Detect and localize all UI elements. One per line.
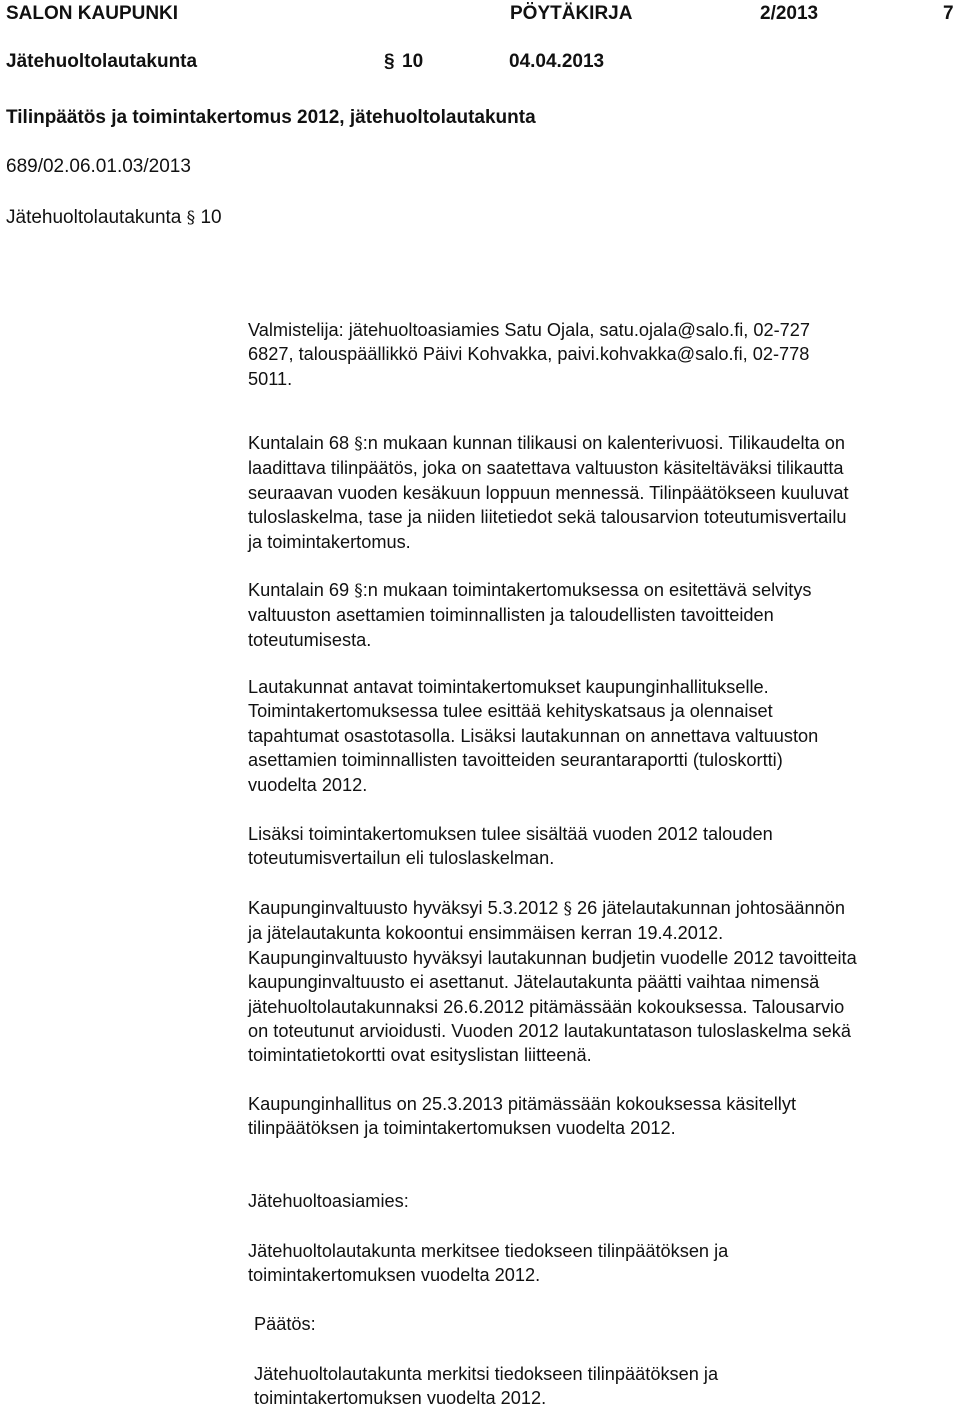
paragraph-line: Jätehuoltolautakunta merkitsi tiedokseen tilinpäätöksen ja: [254, 1364, 719, 1384]
paragraph-line: Kaupunginvaltuusto hyväksyi lautakunnan budjetin vuodelle 2012 tavoitteita: [248, 947, 857, 968]
item-title: Tilinpäätös ja toimintakertomus 2012, jätehuoltolautakunta: [6, 107, 536, 128]
document-number: 2/2013: [760, 3, 819, 24]
paragraph-line: toteutumisvertailun eli tuloslaskelman.: [248, 848, 555, 869]
paragraph-line: ja jätelautakunta kokoontui ensimmäisen kerran 19.4.2012.: [248, 923, 724, 944]
section-symbol: §: [354, 581, 363, 601]
decision-text: [254, 1362, 960, 1411]
municipal-act-68-paragraph: [248, 431, 960, 554]
boards-report-paragraph: [248, 675, 960, 797]
paragraph-line: seuraavan vuoden kesäkuun loppuun mennessä. Tilinpäätökseen kuuluvat: [248, 482, 849, 503]
board-section-number: 10: [200, 207, 222, 228]
paragraph-line: toteutumisesta.: [248, 629, 372, 650]
board-section: [6, 206, 222, 230]
proposal-label: Jätehuoltoasiamies:: [248, 1191, 409, 1211]
paragraph-line: tuloslaskelma, tase ja niiden liitetiedot sekä talousarvion toteutumisvertailu: [248, 507, 847, 528]
decision-label: Päätös:: [254, 1314, 316, 1334]
paragraph-line: valtuuston asettamien toiminnallisten ja taloudellisten tavoitteiden: [248, 605, 774, 626]
paragraph-line: asettamien toiminnallisten tavoitteiden seurantaraportti (tuloskortti): [248, 750, 783, 771]
council-approval-paragraph: [248, 896, 960, 1068]
paragraph-line: Lisäksi toimintakertomuksen tulee sisältää vuoden 2012 talouden: [248, 824, 773, 844]
city-board-paragraph: [248, 1092, 960, 1141]
section-symbol: §: [563, 899, 572, 919]
organization-name: SALON KAUPUNKI: [6, 3, 179, 24]
paragraph-line: tapahtumat osastotasolla. Lisäksi lautakunnan on annettava valtuuston: [248, 725, 819, 746]
board-section-name: Jätehuoltolautakunta: [6, 207, 182, 228]
meeting-date: 04.04.2013: [509, 51, 605, 72]
section-number: 10: [402, 51, 424, 72]
paragraph-line: toimintakertomuksen vuodelta 2012.: [254, 1388, 547, 1409]
paragraph-line: Kaupunginvaltuusto hyväksyi 5.3.2012 § 26 jätelautakunnan johtosäännön: [248, 898, 846, 919]
proposal-text: [248, 1239, 960, 1288]
municipal-act-69-paragraph: [248, 578, 960, 652]
board-name: Jätehuoltolautakunta: [6, 51, 198, 72]
paragraph-line: ja toimintakertomus.: [248, 531, 411, 552]
paragraph-line: toimintakertomuksen vuodelta 2012.: [248, 1265, 541, 1286]
paragraph-line: vuodelta 2012.: [248, 774, 368, 795]
paragraph-line: Kuntalain 68 §:n mukaan kunnan tilikausi on kalenterivuosi. Tilikaudelta on: [248, 433, 845, 454]
paragraph-line: on toteutunut arvioidusti. Vuoden 2012 lautakuntatason tuloslaskelma sekä: [248, 1021, 851, 1042]
additional-content-paragraph: [248, 822, 960, 871]
paragraph-line: laadittava tilinpäätös, joka on saatettava valtuuston käsiteltäväksi tilikautta: [248, 458, 844, 479]
section-symbol: §: [354, 434, 363, 454]
section-symbol: §: [384, 51, 395, 72]
paragraph-line: 6827, talouspäällikkö Päivi Kohvakka, paivi.kohvakka@salo.fi, 02-778: [248, 344, 810, 365]
paragraph-line: Valmistelija: jätehuoltoasiamies Satu Ojala, satu.ojala@salo.fi, 02-727: [248, 320, 811, 340]
paragraph-line: kaupunginvaltuusto ei asettanut. Jätelautakunta päätti vaihtaa nimensä: [248, 972, 820, 993]
paragraph-line: Toimintakertomuksessa tulee esittää kehityskatsaus ja olennaiset: [248, 701, 773, 722]
paragraph-line: toimintatietokortti ovat esityslistan liitteenä.: [248, 1045, 592, 1066]
paragraph-line: Kuntalain 69 §:n mukaan toimintakertomuksessa on esitettävä selvitys: [248, 580, 812, 601]
reference-number: 689/02.06.01.03/2013: [6, 156, 191, 177]
paragraph-line: 5011.: [248, 368, 293, 389]
board-section-symbol: §: [186, 208, 196, 228]
paragraph-line: jätehuoltolautakunnaksi 26.6.2012 pitämässään kokouksessa. Talousarvio: [248, 996, 845, 1017]
paragraph-line: Lautakunnat antavat toimintakertomukset kaupunginhallitukselle.: [248, 677, 769, 697]
paragraph-line: Jätehuoltolautakunta merkitsee tiedokseen tilinpäätöksen ja: [248, 1241, 729, 1261]
preparer-paragraph: [248, 318, 960, 391]
page-number: 7: [943, 3, 954, 24]
paragraph-line: Kaupunginhallitus on 25.3.2013 pitämässään kokouksessa käsitellyt: [248, 1094, 796, 1114]
paragraph-line: tilinpäätöksen ja toimintakertomuksen vuodelta 2012.: [248, 1118, 676, 1139]
document-type: PÖYTÄKIRJA: [510, 3, 633, 24]
